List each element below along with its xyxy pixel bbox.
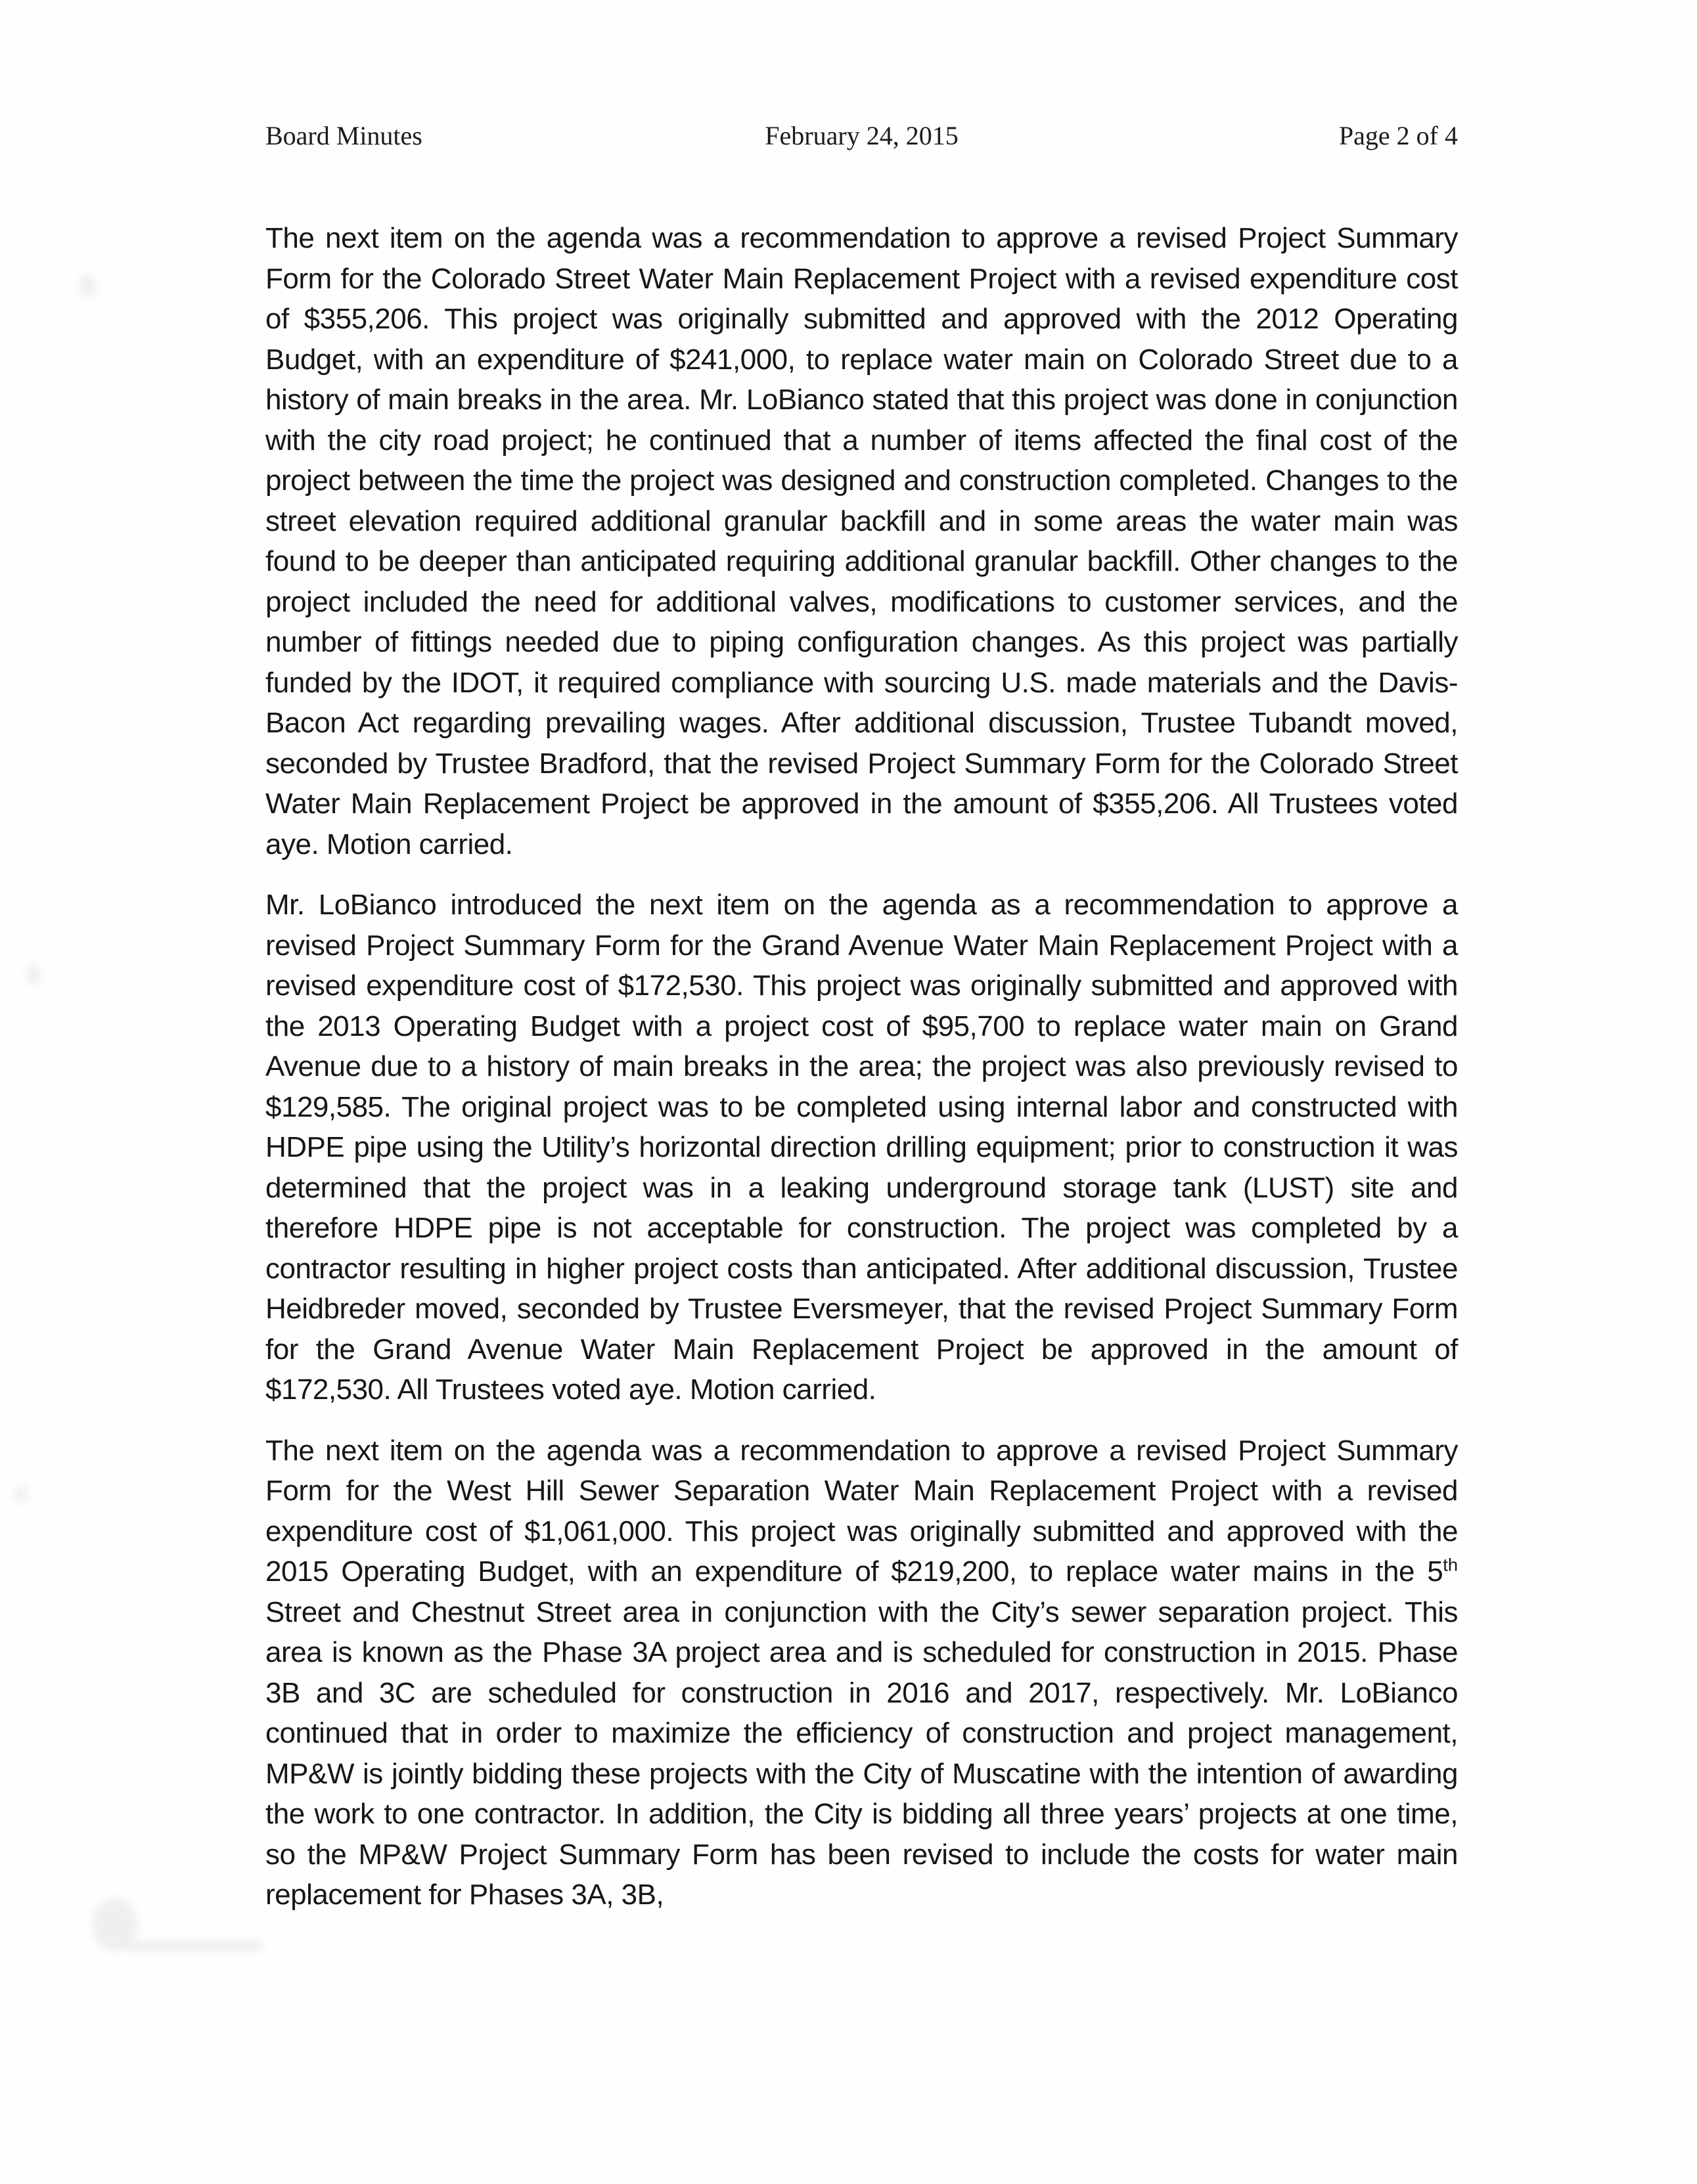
minutes-body <box>265 218 1458 1915</box>
scan-artifact <box>14 1486 28 1503</box>
paragraph-text: Street and Chestnut Street area in conjunction with the City’s sewer separation project. This area is known as the Phase 3A project area and is scheduled for construction in 2015. Phase 3B and 3C are scheduled for construction in 2016 and 2017, respectively. Mr. LoBianco continued that in order to maximize the efficiency of construction and project management, MP&W is jointly bidding these projects with the City of Muscatine with the intention of awarding the work to one contractor. In addition, the City is bidding all three years’ projects at one time, so the MP&W Project Summary Form has been revised to include the costs for water main replacement for Phases 3A, 3B, <box>265 1595 1458 1911</box>
paragraph-west-hill-project <box>265 1431 1458 1915</box>
paragraph-text: The next item on the agenda was a recommendation to approve a revised Project Summary Form for the Colorado Street Water Main Replacement Project with a revised expenditure cost of $355,206. This project was originally submitted and approved with the 2012 Operating Budget, with an expenditure of $241,000, to replace water main on Colorado Street due to a history of main breaks in the area. Mr. LoBianco stated that this project was done in conjunction with the city road project; he continued that a number of items affected the final cost of the project between the time the project was designed and construction completed. Changes to the street elevation required additional granular backfill and in some areas the water main was found to be deeper than anticipated requiring additional granular backfill. Other changes to the project included the need for additional valves, modifications to customer services, and the number of fittings needed due to piping configuration changes. As this project was partially funded by the IDOT, it required compliance with sourcing U.S. made materials and the Davis-Bacon Act regarding prevailing wages. After additional discussion, Trustee Tubandt moved, seconded by Trustee Bradford, that the revised Project Summary Form for the Colorado Street Water Main Replacement Project be approved in the amount of $355,206. All Trustees voted aye. Motion carried. <box>265 222 1458 860</box>
paragraph-grand-avenue-project <box>265 885 1458 1410</box>
header-document-title: Board Minutes <box>265 121 422 150</box>
page-header <box>265 120 1458 151</box>
scan-artifact <box>26 964 41 984</box>
header-date: February 24, 2015 <box>765 121 959 150</box>
scan-artifact <box>125 1941 263 1951</box>
paragraph-text: The next item on the agenda was a recommendation to approve a revised Project Summary Form for the West Hill Sewer Separation Water Main Replacement Project with a revised expenditure cost of $1,061,000. This project was originally submitted and approved with the 2015 Operating Budget, with an expenditure of $219,200, to replace water mains in the 5 <box>265 1434 1458 1588</box>
scan-artifact <box>79 275 96 297</box>
ordinal-superscript: th <box>1443 1554 1458 1575</box>
paragraph-colorado-street-project <box>265 218 1458 864</box>
paragraph-text: Mr. LoBianco introduced the next item on the agenda as a recommendation to approve a revised Project Summary Form for the Grand Avenue Water Main Replacement Project with a revised expenditure cost of $172,530. This project was originally submitted and approved with the 2013 Operating Budget with a project cost of $95,700 to replace water main on Grand Avenue due to a history of main breaks in the area; the project was also previously revised to $129,585. The original project was to be completed using internal labor and constructed with HDPE pipe using the Utility’s horizontal direction drilling equipment; prior to construction it was determined that the project was in a leaking underground storage tank (LUST) site and therefore HDPE pipe is not acceptable for construction. The project was completed by a contractor resulting in higher project costs than anticipated. After additional discussion, Trustee Heidbreder moved, seconded by Trustee Eversmeyer, that the revised Project Summary Form for the Grand Avenue Water Main Replacement Project be approved in the amount of $172,530. All Trustees voted aye. Motion carried. <box>265 889 1458 1406</box>
page-content <box>265 120 1458 1936</box>
header-page-number: Page 2 of 4 <box>1338 121 1458 150</box>
